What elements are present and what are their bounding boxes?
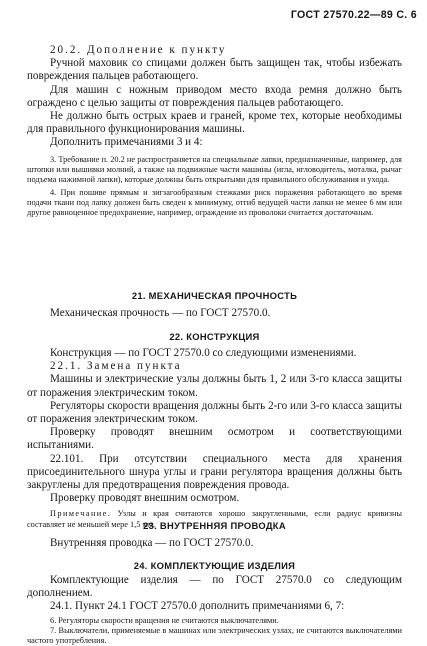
section-21 (27, 307, 402, 320)
paragraph: Проверку проводят внешним осмотром. (50, 492, 240, 505)
note-6: 6. Регуляторы скорости вращения не считаются выключателями. (50, 615, 279, 625)
clause-20-2-heading: 20.2. Дополнение к пункту (50, 44, 227, 56)
paragraph: Комплектующие изделия — по ГОСТ 27570.0 со следующим дополнением. (27, 574, 402, 600)
section-23 (27, 537, 402, 550)
paragraph: Ручной маховик со спицами должен быть защищен так, чтобы избежать повреждения пальцев работающего. (27, 57, 402, 83)
paragraph: 24.1. Пункт 24.1 ГОСТ 27570.0 дополнить примечаниями 6, 7: (50, 600, 345, 613)
section-24-title: 24. КОМПЛЕКТУЮЩИЕ ИЗДЕЛИЯ (133, 560, 296, 571)
paragraph: Внутренняя проводка — по ГОСТ 27570.0. (50, 537, 254, 549)
page-header: ГОСТ 27570.22—89 С. 6 (290, 9, 417, 21)
note-label: Примечание. (50, 509, 112, 519)
note-text: Узлы и края считаются хорошо закругленными, если радиус кривизны составляет не меньшей мере 1,5 мм. (27, 509, 402, 529)
paragraph: Проверку проводят внешним осмотром и соответствующими испытаниями. (27, 426, 402, 452)
paragraph: Конструкция — по ГОСТ 27570.0 со следующими изменениями. (50, 347, 357, 359)
paragraph: Не должно быть острых краев и граней, кроме тех, которые необходимы для правильного функционирования машины. (27, 110, 402, 136)
paragraph: Регуляторы скорости вращения должны быть 2-го или 3-го класса защиты от поражения электрическим током. (27, 399, 402, 426)
section-24 (27, 574, 402, 646)
section-20-2 (27, 44, 402, 218)
paragraph: 22.101. При отсутствии специального места для хранения присоединительного шнура углы и грани регулятора вращения должны быть закруглены для предотвращения повреждения провода. (27, 452, 402, 492)
section-23-title: 23. ВНУТРЕННЯЯ ПРОВОДКА (143, 520, 286, 531)
note-4: 4. При пошиве прямым и зигзагообразным стежками риск поражения работающего во время подачи ткани под лапку должен быть сведен к минимуму, отгиб ведущей части лапки не менее 6 мм или другое равноценное предохранение, например, ограждение из проволоки считается достаточным. (27, 187, 402, 218)
paragraph: Дополнить примечаниями 3 и 4: (50, 136, 203, 149)
section-22-title: 22. КОНСТРУКЦИЯ (169, 331, 260, 342)
clause-22-1-heading: 22.1. Замена пункта (50, 360, 182, 373)
paragraph: Для машин с ножным приводом место входа ремня должно быть ограждено с целью защиты от повреждения пальцев работающего. (27, 83, 402, 109)
paragraph: Механическая прочность — по ГОСТ 27570.0. (50, 307, 271, 319)
note-7: 7. Выключатели, применяемые в машинах или электрических узлах, не считаются выключателями частого употребления. (27, 625, 402, 645)
paragraph: Машины и электрические узлы должны быть 1, 2 или 3-го класса защиты от поражения электрическим током. (27, 373, 402, 399)
section-21-title: 21. МЕХАНИЧЕСКАЯ ПРОЧНОСТЬ (131, 290, 298, 301)
note-3: 3. Требование п. 20.2 не распространяется на специальные лапки, предназначенные, например, для штопки или вышивки молний, а также на подвижные части машины (игла, игловодитель, моталка, рычаг подъема нажимной лапки), которые должны быть открытыми для правильного обслуживания и ухода. (27, 154, 402, 184)
section-22 (27, 347, 402, 530)
